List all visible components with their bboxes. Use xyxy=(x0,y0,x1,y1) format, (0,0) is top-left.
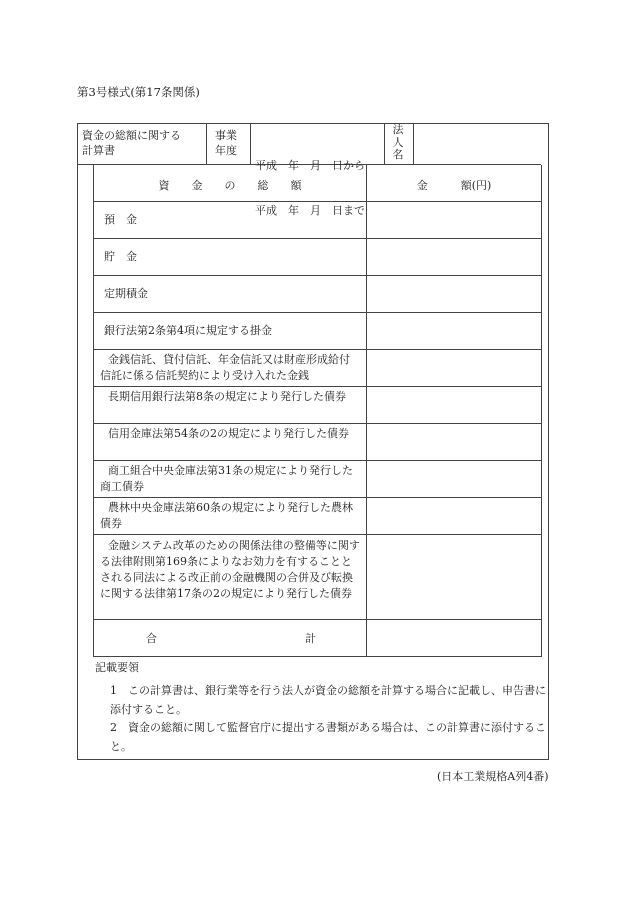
corporation-name-label xyxy=(391,124,405,162)
row-label: 金銭信託、貸付信託、年金信託又は財産形成給付信託に係る信託契約により受け入れた金銭 xyxy=(100,353,350,382)
corporation-name-label-char1: 法 xyxy=(392,123,404,136)
amount-cell[interactable] xyxy=(367,535,541,619)
row-label: 信用金庫法第54条の2の規定により発行した債券 xyxy=(108,427,349,440)
amount-cell[interactable] xyxy=(367,424,541,460)
row-label: 銀行法第2条第4項に規定する掛金 xyxy=(104,324,272,337)
period-to[interactable]: 平成 年 月 日まで xyxy=(255,204,365,217)
note-item-1: 1 この計算書は、銀行業等を行う法人が資金の総額を計算する場合に記載し、申告書に添付すること。 xyxy=(110,684,546,716)
form-number: 第3号様式(第17条関係) xyxy=(77,85,200,99)
table-row xyxy=(94,535,541,620)
note-item-2: 2 資金の総額に関して監督官庁に提出する書類がある場合は、この計算書に添付すること。 xyxy=(110,721,546,753)
table-row xyxy=(94,387,541,424)
table-row xyxy=(94,350,541,387)
corporation-name-label-char2: 人 xyxy=(392,135,404,149)
business-year-label xyxy=(215,128,250,158)
table-row xyxy=(94,276,541,313)
row-label: 定期積金 xyxy=(104,287,148,300)
business-year-label-line2: 年度 xyxy=(215,144,237,157)
amount-cell[interactable] xyxy=(367,387,541,423)
row-label: 貯 金 xyxy=(104,250,137,263)
statement-title-line1: 資金の総額に関する xyxy=(82,129,181,142)
amount-cell[interactable] xyxy=(367,498,541,534)
period-from[interactable]: 平成 年 月 日から xyxy=(255,159,365,172)
amount-cell[interactable] xyxy=(367,350,541,386)
total-row xyxy=(94,620,541,656)
amount-cell[interactable] xyxy=(367,313,541,349)
statement-title-line2: 計算書 xyxy=(82,144,115,157)
table-header-row xyxy=(94,165,541,202)
table-row xyxy=(94,424,541,461)
row-label: 金融システム改革のための関係法律の整備等に関する法律附則第169条によりなお効力を有することとされる同法による改正前の金融機関の合併及び転換に関する法律第17条の2の規定により発行した債券 xyxy=(100,539,360,600)
corporation-name-label-char3: 名 xyxy=(392,148,404,161)
column-header-amount: 金 額(円) xyxy=(416,179,492,192)
statement-title xyxy=(82,128,207,158)
row-label: 商工組合中央金庫法第31条の規定により発行した商工債券 xyxy=(100,464,353,493)
column-header-fund: 資 金 の 総 額 xyxy=(158,179,302,192)
notes-title: 記載要領 xyxy=(95,661,139,674)
row-label: 農林中央金庫法第60条の規定により発行した農林債券 xyxy=(100,501,353,530)
row-label: 長期信用銀行法第8条の規定により発行した債券 xyxy=(108,390,346,403)
amount-cell[interactable] xyxy=(367,461,541,497)
table-row xyxy=(94,202,541,239)
amount-cell[interactable] xyxy=(367,239,541,275)
corporation-name-field[interactable] xyxy=(415,125,539,163)
total-amount-cell[interactable] xyxy=(367,620,541,656)
table-row xyxy=(94,313,541,350)
table-row xyxy=(94,461,541,498)
amount-cell[interactable] xyxy=(367,276,541,312)
table-row xyxy=(94,239,541,276)
total-label-char1: 合 xyxy=(146,632,157,645)
table-row xyxy=(94,498,541,535)
amount-cell[interactable] xyxy=(367,202,541,238)
row-label: 預 金 xyxy=(104,213,137,226)
total-label-char2: 計 xyxy=(305,632,316,645)
business-year-label-line1: 事業 xyxy=(215,129,237,142)
paper-size-note: (日本工業規格A列4番) xyxy=(437,770,549,783)
fund-total-table xyxy=(93,165,542,657)
